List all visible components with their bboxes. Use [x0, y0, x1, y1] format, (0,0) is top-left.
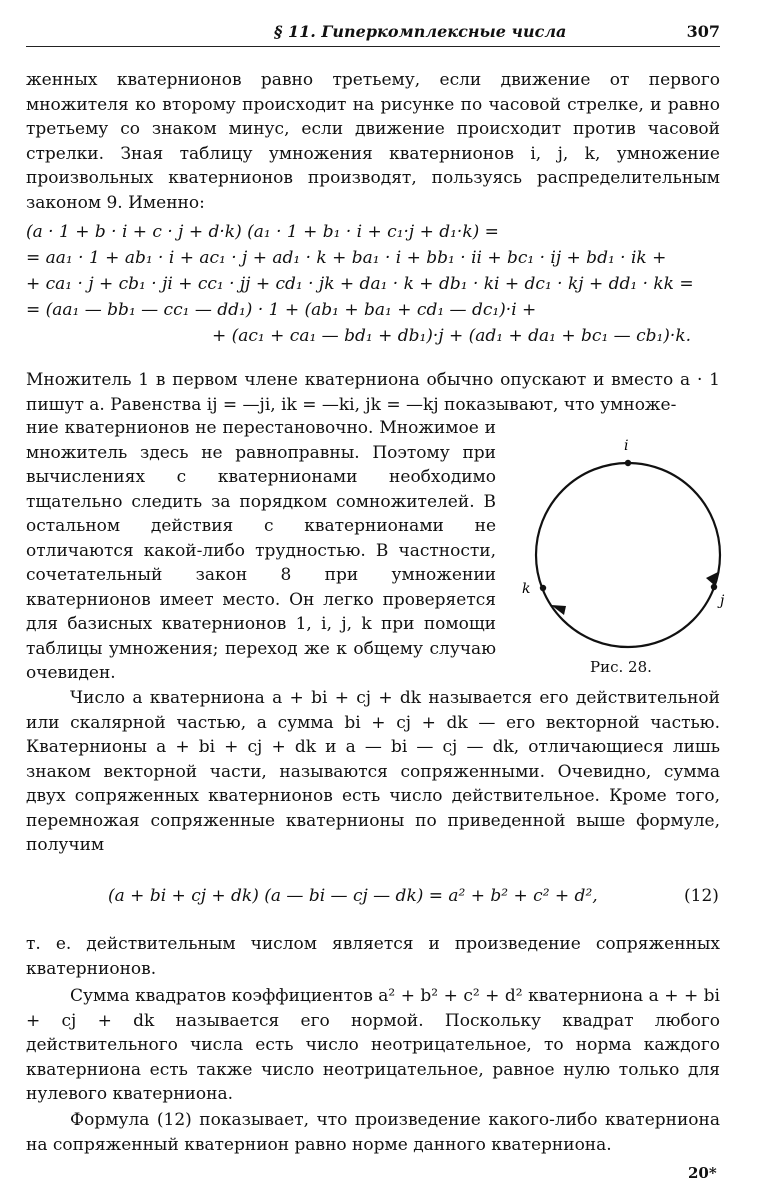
formula-line-3: + ca₁ · j + cb₁ · ji + cc₁ · jj + cd₁ · jk + da₁ · k + db₁ · ki + dc₁ · kj + dd₁ · kk =	[26, 274, 694, 294]
signature-mark: 20*	[688, 1164, 717, 1182]
running-header	[26, 22, 720, 48]
formula-line-5: + (ac₁ + ca₁ — bd₁ + db₁)·j + (ad₁ + da₁ + bc₁ — cb₁)·k.	[212, 326, 692, 346]
point-k	[540, 585, 546, 591]
equation-number: (12)	[684, 886, 719, 906]
paragraph-multiplier: Множитель 1 в первом члене кватерниона обычно опускают и вместо a · 1 пишут a. Равенства ij = —ji, ik = —ki, jk = —kj показывают, что умноже-	[26, 370, 720, 415]
equation-12: (a + bi + cj + dk) (a — bi — cj — dk) = a² + b² + c² + d²,	[108, 886, 598, 906]
paragraph-scalar: Число a кватерниона a + bi + cj + dk называется его действительной или скалярной частью, а сумма bi + cj + dk — его векторной частью. Кватернионы a + bi + cj + dk и a — bi — cj — dk, отличающиеся лишь знаком векторной части, называются сопряженными. Очевидно, сумма двух сопряженных кватернионов есть число действительное. Кроме того, перемножая сопряженные кватернионы по приведенной выше формуле, получим	[26, 688, 720, 855]
quaternion-cycle-diagram	[520, 430, 740, 670]
formula-line-2: = aa₁ · 1 + ab₁ · i + ac₁ · j + ad₁ · k + ba₁ · i + bb₁ · ii + bc₁ · ij + bd₁ · ik +	[26, 248, 667, 268]
label-i: i	[624, 438, 629, 454]
section-title: § 11. Гиперкомплексные числа	[274, 22, 567, 41]
formula-line-1: (a · 1 + b · i + c · j + d·k) (a₁ · 1 + b₁ · i + c₁·j + d₁·k) =	[26, 222, 499, 242]
page-number: 307	[686, 22, 720, 41]
figure-caption: Рис. 28.	[590, 658, 652, 676]
label-k: k	[522, 581, 531, 597]
paragraph-product: т. е. действительным числом является и произведение сопряженных кватернионов.	[26, 934, 720, 979]
label-j: j	[720, 593, 725, 609]
point-i	[625, 460, 631, 466]
paragraph-norm: Сумма квадратов коэффициентов a² + b² + c² + d² кватерниона a + + bi + cj + dk называется его нормой. Поскольку квадрат любого действительного числа есть число неотрицательное, то норма каждого кватерниона есть также число неотрицательное, равное нулю только для нулевого кватерниона.	[26, 986, 720, 1104]
paragraph-formula12: Формула (12) показывает, что произведение какого-либо кватерниона на сопряженный кватернион равно норме данного кватерниона.	[26, 1110, 720, 1155]
paragraph-multiplier-wrap: ние кватернионов не перестановочно. Множимое и множитель здесь не равноправны. Поэтому при вычислениях с кватернионами необходимо тщательно следить за порядком сомножителей. В остальном действия с кватернионами не отличаются какой-либо трудностью. В частности, сочетательный закон 8 при умножении кватернионов имеет место. Он легко проверяется для базисных кватернионов 1, i, j, k при помощи таблицы умножения; переход же к общему случаю очевиден.	[26, 418, 496, 683]
paragraph-top: женных кватернионов равно третьему, если движение от первого множителя ко второму происходит на рисунке по часовой стрелке, и равно третьему со знаком минус, если движение происходит против часовой стрелки. Зная таблицу умножения кватернионов i, j, k, умножение произвольных кватернионов производят, пользуясь распределительным законом 9. Именно:	[26, 70, 720, 213]
figure-28	[520, 430, 740, 670]
cycle-circle	[536, 463, 720, 647]
header-rule	[26, 46, 720, 47]
formula-line-4: = (aa₁ — bb₁ — cc₁ — dd₁) · 1 + (ab₁ + ba₁ + cd₁ — dc₁)·i +	[26, 300, 537, 320]
